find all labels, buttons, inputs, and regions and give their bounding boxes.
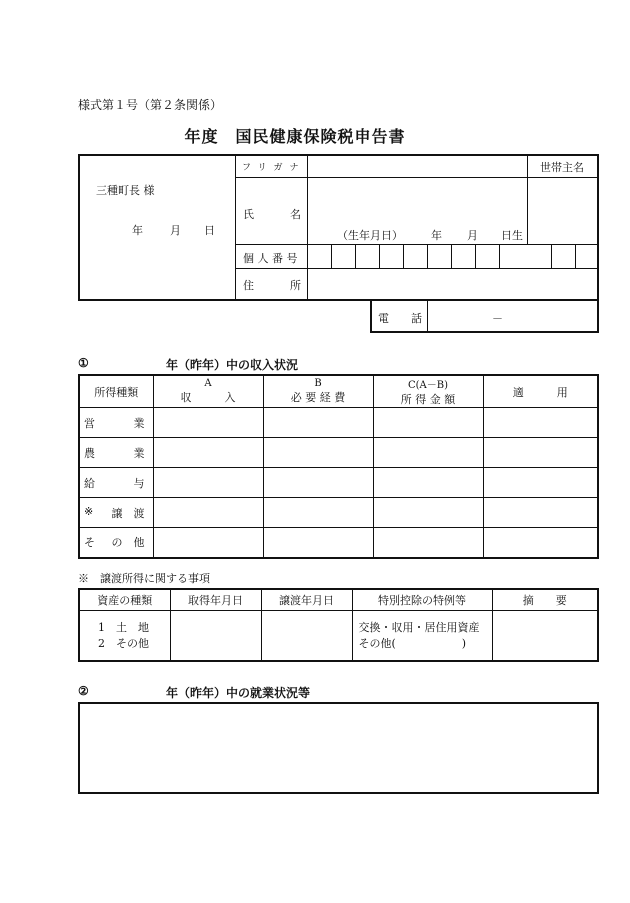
- employment-status-box[interactable]: [78, 702, 599, 794]
- revenue-cell[interactable]: [153, 498, 263, 528]
- col-transfer-date: 譲渡年月日: [261, 589, 352, 610]
- birth-label: （生年月日）: [337, 229, 403, 242]
- col-income-amount: [373, 375, 483, 408]
- special-deduction-cell[interactable]: [352, 610, 492, 661]
- birth-day-label: 日生: [501, 229, 523, 242]
- addressee: 三種町長 様: [96, 184, 155, 197]
- notes-cell[interactable]: [483, 408, 598, 438]
- income-cell[interactable]: [373, 408, 483, 438]
- phone-label: 電 話: [378, 312, 422, 325]
- col-b-label: 必 要 経 費: [290, 391, 346, 404]
- asset-type-cell[interactable]: [79, 610, 170, 661]
- revenue-cell[interactable]: [153, 468, 263, 498]
- income-heading-num: ①: [78, 356, 89, 370]
- notes-cell[interactable]: [483, 498, 598, 528]
- phone-box: [370, 300, 599, 333]
- summary-cell[interactable]: [492, 610, 598, 661]
- col-c-label: 所 得 金 額: [400, 393, 456, 406]
- revenue-cell[interactable]: [153, 438, 263, 468]
- phone-separator: －: [492, 312, 503, 325]
- revenue-cell[interactable]: [153, 528, 263, 558]
- row-label-a: そ: [84, 536, 95, 550]
- title-text: 年度 国民健康保険税申告書: [184, 127, 406, 146]
- income-cell[interactable]: [373, 438, 483, 468]
- expenses-cell[interactable]: [263, 468, 373, 498]
- table-row: [79, 528, 598, 558]
- special-option-2: その他( ): [358, 637, 467, 651]
- mynumber-label: 個 人 番 号: [243, 252, 298, 265]
- income-cell[interactable]: [373, 498, 483, 528]
- special-option-1: 交換・収用・居住用資産: [358, 621, 480, 635]
- row-label-a: 給: [84, 476, 95, 490]
- col-notes: 適 用: [483, 375, 598, 408]
- row-label-b: 業: [133, 416, 145, 430]
- col-income-type: 所得種類: [79, 375, 153, 408]
- table-row: [79, 468, 598, 498]
- name-label-1: 氏: [243, 208, 254, 221]
- table-row: [79, 498, 598, 528]
- col-expenses: [263, 375, 373, 408]
- page-title: [0, 124, 630, 147]
- transfer-date-cell[interactable]: [261, 610, 352, 661]
- income-table: [78, 374, 599, 559]
- row-label-a: 営: [84, 416, 95, 430]
- asset-option-other: 2 その他: [98, 637, 149, 651]
- address-label-2: 所: [290, 279, 301, 292]
- form-number: 様式第１号（第２条関係）: [78, 98, 223, 112]
- col-revenue: [153, 375, 263, 408]
- expenses-cell[interactable]: [263, 408, 373, 438]
- row-label-b: 譲 渡: [111, 506, 145, 520]
- row-label-b: 業: [133, 446, 145, 460]
- table-row: [79, 610, 598, 661]
- row-label: [79, 408, 153, 438]
- name-label-2: 名: [290, 208, 301, 221]
- col-a-label: 収 入: [180, 391, 236, 404]
- transfer-table: [78, 588, 599, 662]
- row-label-a: 農: [84, 446, 95, 460]
- employment-heading-num: ②: [78, 684, 89, 698]
- notes-cell[interactable]: [483, 528, 598, 558]
- income-cell[interactable]: [373, 468, 483, 498]
- furigana-label: フリガナ: [242, 163, 306, 173]
- row-label-a: ※: [84, 504, 94, 518]
- employment-heading: 年（昨年）中の就業状況等: [166, 686, 311, 700]
- income-cell[interactable]: [373, 528, 483, 558]
- income-heading: 年（昨年）中の収入状況: [166, 358, 299, 372]
- row-label-b: 与: [133, 476, 145, 490]
- col-c-letter: C(A－B): [407, 380, 449, 391]
- col-summary: 摘 要: [492, 589, 598, 610]
- row-label: [79, 528, 153, 558]
- col-acquired-date: 取得年月日: [170, 589, 261, 610]
- notes-cell[interactable]: [483, 468, 598, 498]
- table-row: [79, 438, 598, 468]
- revenue-cell[interactable]: [153, 408, 263, 438]
- address-label-1: 住: [243, 279, 254, 292]
- table-row: [79, 408, 598, 438]
- date-year-label: 年: [132, 224, 143, 237]
- asset-option-land: 1 土 地: [98, 621, 149, 635]
- expenses-cell[interactable]: [263, 438, 373, 468]
- notes-cell[interactable]: [483, 438, 598, 468]
- household-head-label: 世帯主名: [540, 161, 584, 174]
- date-month-label: 月: [170, 224, 181, 237]
- birth-year-label: 年: [431, 229, 442, 242]
- expenses-cell[interactable]: [263, 528, 373, 558]
- row-label: [79, 438, 153, 468]
- row-label: [79, 498, 153, 528]
- acquired-date-cell[interactable]: [170, 610, 261, 661]
- row-label: [79, 468, 153, 498]
- applicant-info-box: [78, 154, 599, 301]
- transfer-heading: ※ 譲渡所得に関する事項: [78, 572, 210, 585]
- date-day-label: 日: [204, 224, 215, 237]
- row-label-b: の 他: [111, 536, 145, 550]
- col-special-deduction: 特別控除の特例等: [352, 589, 492, 610]
- col-a-letter: A: [204, 378, 212, 389]
- birth-month-label: 月: [467, 229, 478, 242]
- col-b-letter: B: [314, 378, 322, 389]
- expenses-cell[interactable]: [263, 498, 373, 528]
- col-asset-type: 資産の種類: [79, 589, 170, 610]
